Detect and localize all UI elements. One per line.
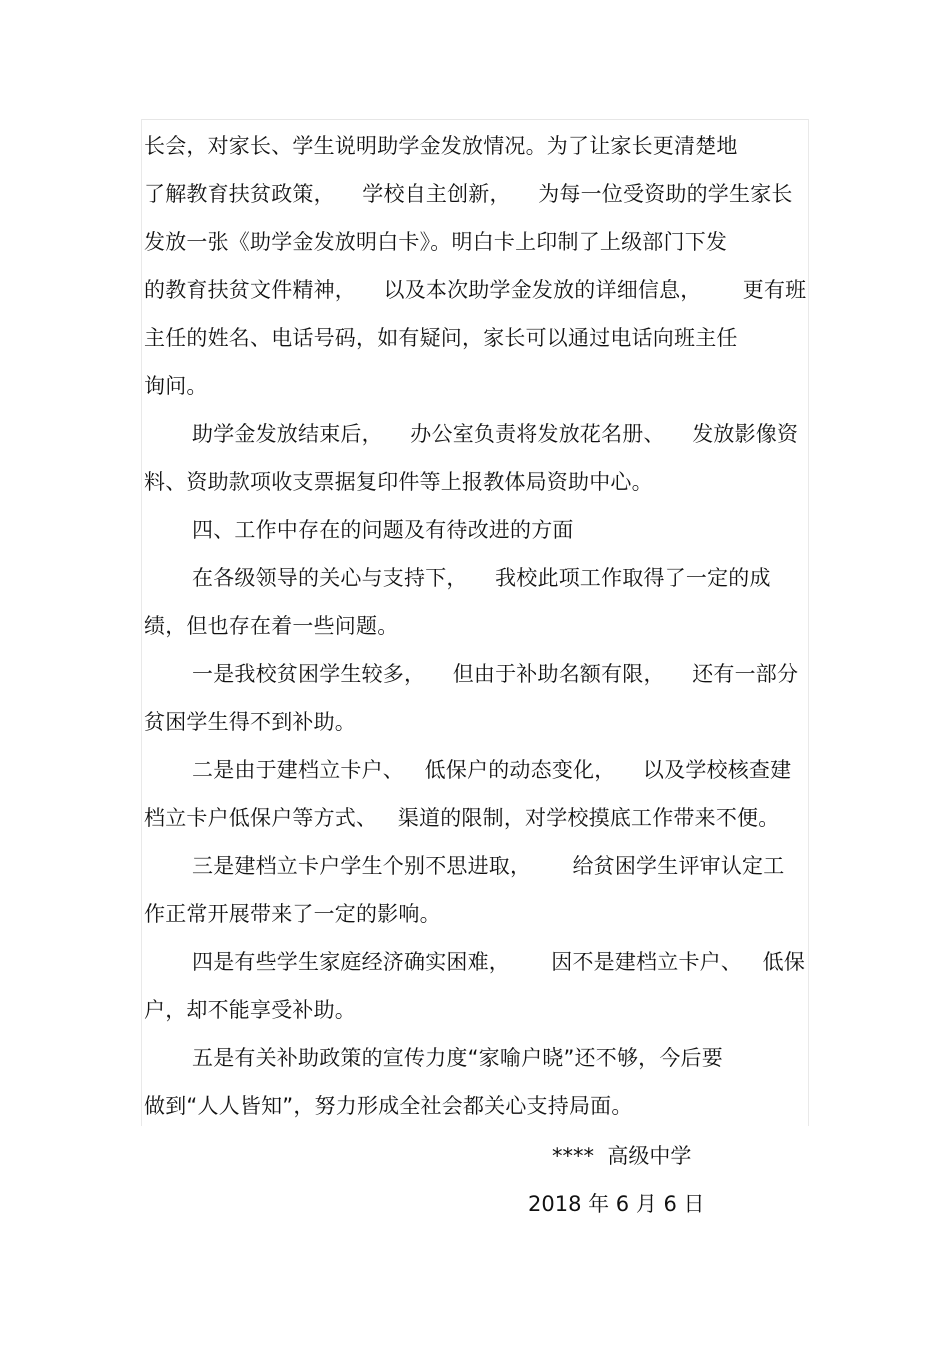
paragraph-line: 作正常开展带来了一定的影响。 bbox=[144, 902, 441, 926]
paragraph-line: 的教育扶贫文件精神， 以及本次助学金发放的详细信息， 更有班 bbox=[144, 278, 807, 302]
paragraph-line: 四是有些学生家庭经济确实困难， 因不是建档立卡户、 低保 bbox=[192, 950, 806, 974]
paragraph-line: 户，却不能享受补助。 bbox=[144, 998, 356, 1022]
paragraph-line: 贫困学生得不到补助。 bbox=[144, 710, 356, 734]
paragraph-line: 询问。 bbox=[144, 374, 208, 398]
paragraph-line: 五是有关补助政策的宣传力度“家喻户晓”还不够，今后要 bbox=[192, 1046, 723, 1070]
paragraph-line: 主任的姓名、电话号码，如有疑问，家长可以通过电话向班主任 bbox=[144, 326, 738, 350]
paragraph-line: 长会，对家长、学生说明助学金发放情况。为了让家长更清楚地 bbox=[144, 134, 738, 158]
paragraph-line: 料、资助款项收支票据复印件等上报教体局资助中心。 bbox=[144, 470, 653, 494]
paragraph-line: 三是建档立卡户学生个别不思进取， 给贫困学生评审认定工 bbox=[192, 854, 785, 878]
paragraph-line: 二是由于建档立卡户、 低保户的动态变化， 以及学校核查建 bbox=[192, 758, 792, 782]
signature-date: 2018 年 6 月 6 日 bbox=[528, 1192, 705, 1216]
paragraph-line: 发放一张《助学金发放明白卡》。明白卡上印制了上级部门下发 bbox=[144, 230, 728, 254]
paragraph-line: 助学金发放结束后， 办公室负责将发放花名册、 发放影像资 bbox=[192, 422, 799, 446]
section-heading: 四、工作中存在的问题及有待改进的方面 bbox=[192, 518, 574, 542]
paragraph-line: 档立卡户低保户等方式、 渠道的限制，对学校摸底工作带来不便。 bbox=[144, 806, 780, 830]
paragraph-line: 在各级领导的关心与支持下， 我校此项工作取得了一定的成 bbox=[192, 566, 771, 590]
paragraph-line: 做到“人人皆知”，努力形成全社会都关心支持局面。 bbox=[144, 1094, 633, 1118]
paragraph-line: 了解教育扶贫政策， 学校自主创新， 为每一位受资助的学生家长 bbox=[144, 182, 793, 206]
signature-school: **** 高级中学 bbox=[552, 1144, 692, 1168]
paragraph-line: 绩，但也存在着一些问题。 bbox=[144, 614, 399, 638]
paragraph-line: 一是我校贫困学生较多， 但由于补助名额有限， 还有一部分 bbox=[192, 662, 799, 686]
